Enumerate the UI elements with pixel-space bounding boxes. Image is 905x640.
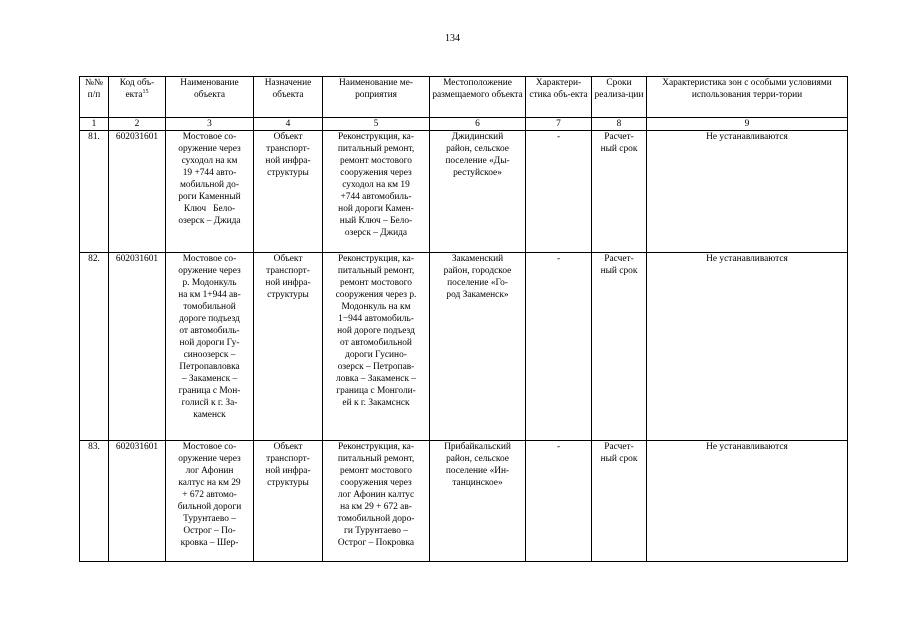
column-number-row [80,118,848,131]
header-code-label: Код объ-екта [119,78,155,100]
object-location: Закаменский район, городское поселение «Го- род Закаменск» [430,253,526,441]
implementation-term: Расчет- ный срок [592,441,647,562]
object-code: 602031601 [109,131,166,253]
table-row [80,131,848,253]
row-number: 83. [80,441,109,562]
header-location: Местоположение размещаемого объекта [430,77,526,118]
header-measure: Наименование ме-роприятия [323,77,430,118]
header-code [109,77,166,118]
object-location: Джидинский район, сельское поселение «Ды- рестуйское» [430,131,526,253]
header-term: Сроки реализа-ции [592,77,647,118]
column-number: 5 [323,118,430,131]
table-row [80,441,848,562]
column-number: 1 [80,118,109,131]
object-purpose: Объект транспорт- ной инфра- структуры [254,131,323,253]
column-number: 7 [526,118,592,131]
object-purpose: Объект транспорт- ной инфра- структуры [254,441,323,562]
table-row [80,253,848,441]
column-number: 3 [166,118,254,131]
row-number: 82. [80,253,109,441]
object-name: Мостовое со- оружение через суходол на км 19 +744 авто- мобильной до- роги Каменный Ключ Бело- озерск – Джида [166,131,254,253]
object-name: Мостовое со- оружение через лог Афонин калтус на км 29 + 672 автомо- бильной дороги Турунтаево – Острог – По- кровка – Шер- [166,441,254,562]
object-code: 602031601 [109,441,166,562]
column-number: 2 [109,118,166,131]
special-zones: Не устанавливаются [647,441,848,562]
header-characteristic: Характери-стика объ-екта [526,77,592,118]
measure-name: Реконструкция, ка- питальный ремонт, ремонт мостового сооружения через лог Афонин калтус на км 29 + 672 ав- томобильной доро- ги Турунтаево – Острог – Покровка [323,441,430,562]
object-characteristic: - [526,131,592,253]
measure-name: Реконструкция, ка- питальный ремонт, ремонт мостового сооружения через суходол на км 19 +744 автомобиль- ной дороги Камен- ный Ключ – Бело- озерск – Джида [323,131,430,253]
column-number: 9 [647,118,848,131]
object-characteristic: - [526,253,592,441]
measure-name: Реконструкция, ка- питальный ремонт, ремонт мостового сооружения через р. Модонкуль на км 1−944 автомобиль- ной дороге подъезд от автомобильной дороги Гусино- озерск – Петропав- ловка – Закаменск – граница с Монголи- ей к г. Закамснск [323,253,430,441]
page-number: 134 [445,33,460,44]
column-number: 6 [430,118,526,131]
object-characteristic: - [526,441,592,562]
implementation-term: Расчет- ный срок [592,253,647,441]
object-location: Прибайкальский район, сельское поселение «Ин- танцинское» [430,441,526,562]
header-num: №№ п/п [80,77,109,118]
special-zones: Не устанавливаются [647,253,848,441]
row-number: 81. [80,131,109,253]
header-name: Наименование объекта [166,77,254,118]
header-zones: Характеристика зон с особыми условиями использования терри-тории [647,77,848,118]
object-name: Мостовое со- оружение через р. Модонкуль на км 1+944 ав- томобильной дороге подъезд от автомобиль- ной дороги Гу- синоозерск – Петропавловка – Закаменск – граница с Мон- голисй к г. За- каменск [166,253,254,441]
header-purpose: Назначение объекта [254,77,323,118]
special-zones: Не устанавливаются [647,131,848,253]
column-number: 8 [592,118,647,131]
objects-table [79,76,848,562]
object-purpose: Объект транспорт- ной инфра- структуры [254,253,323,441]
column-number: 4 [254,118,323,131]
footnote-ref: 15 [142,88,149,95]
header-row [80,77,848,118]
object-code: 602031601 [109,253,166,441]
implementation-term: Расчет- ный срок [592,131,647,253]
